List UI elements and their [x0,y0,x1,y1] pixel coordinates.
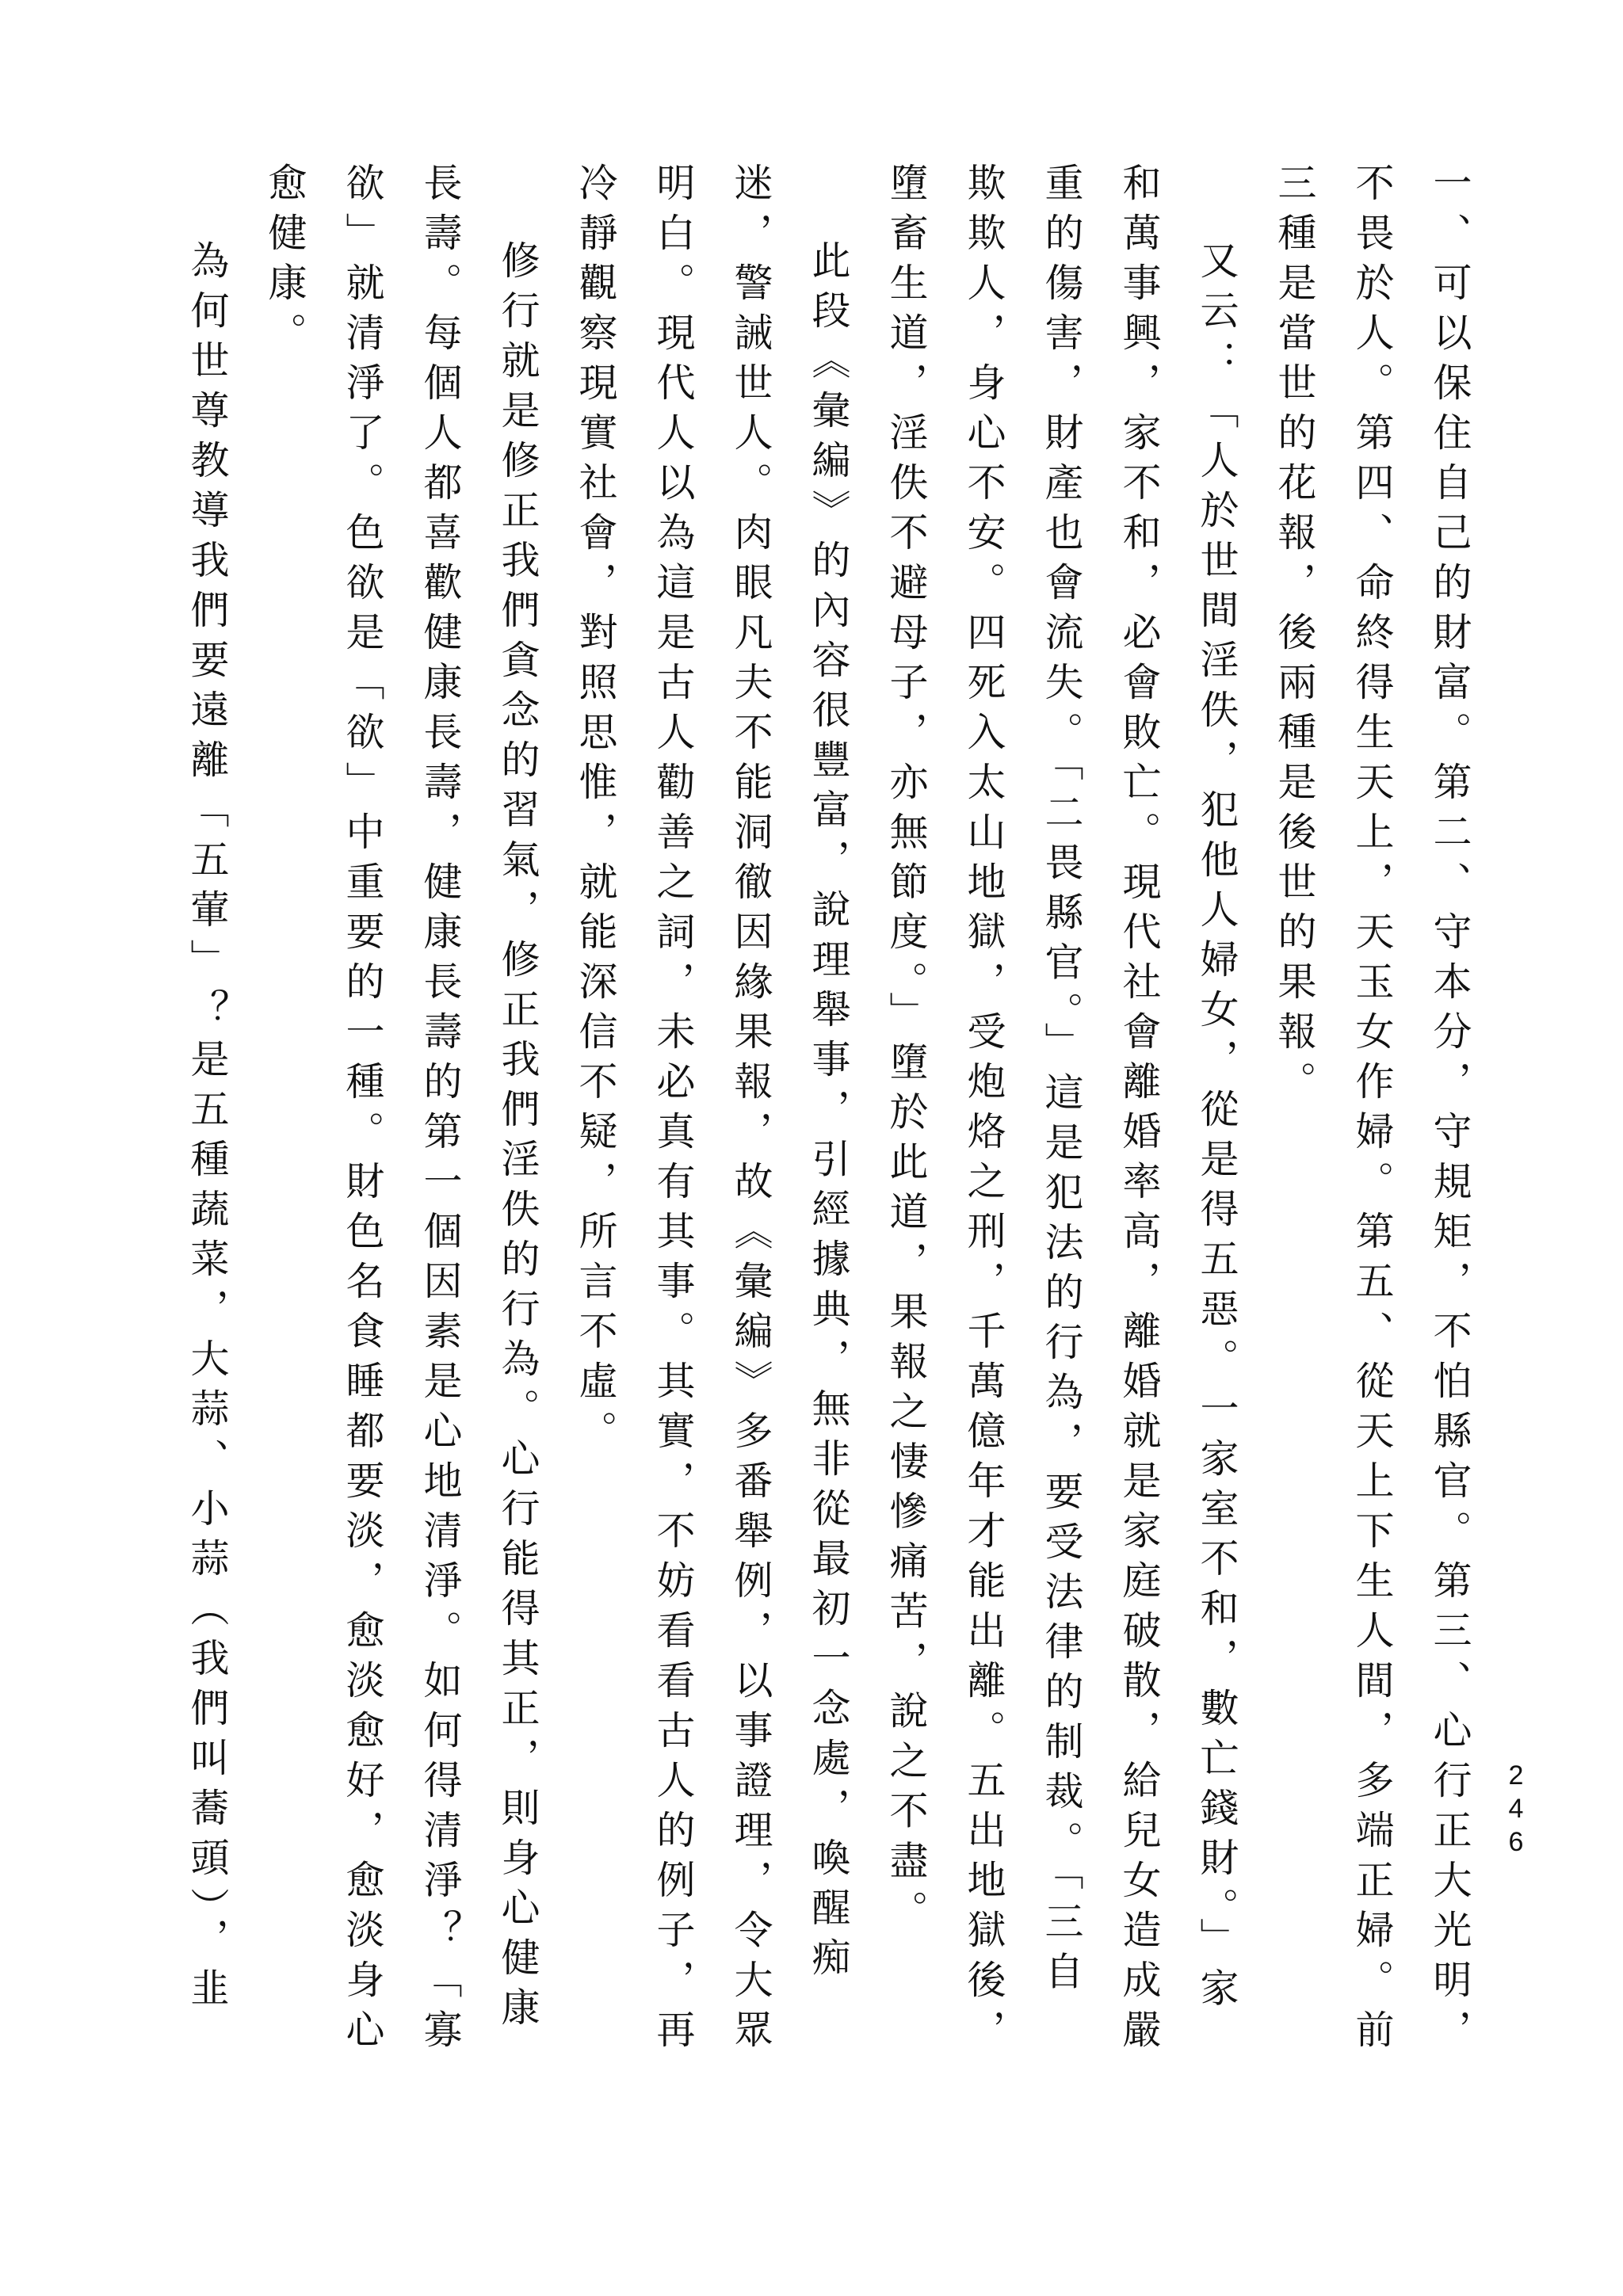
text-column: 三種是當世的花報，後兩種是後世的果報。 [1272,162,1317,1111]
text-column: 為何世尊教導我們要遠離「五葷」？是五種蔬菜，大蒜、小蒜（我們叫蕎頭），韭 [185,240,230,2018]
page-number: 246 [1501,1760,1531,1860]
text-column: 重的傷害，財產也會流失。「二畏縣官。」這是犯法的行為，要受法律的制裁。「三自 [1039,162,1084,2001]
text-column: 又云：「人於世間淫佚，犯他人婦女，從是得五惡。一家室不和，數亡錢財。」家 [1194,240,1239,2018]
text-column: 迷，警誡世人。肉眼凡夫不能洞徹因緣果報，故《彙編》多番舉例，以事證理，令大眾 [728,162,773,2059]
text-column: 不畏於人。第四、命終得生天上，天玉女作婦。第五、從天上下生人間，多端正婦。前 [1350,162,1395,2059]
text-column: 和萬事興，家不和，必會敗亡。現代社會離婚率高，離婚就是家庭破散，給兒女造成嚴 [1117,162,1162,2059]
text-column: 欲」就清淨了。色欲是「欲」中重要的一種。財色名食睡都要淡，愈淡愈好，愈淡身心 [340,162,385,2059]
text-column: 長壽。每個人都喜歡健康長壽，健康長壽的第一個因素是心地清淨。如何得清淨？「寡 [418,162,463,2059]
body-text [168,162,1488,2143]
text-column: 冷靜觀察現實社會，對照思惟，就能深信不疑，所言不虛。 [573,162,618,1460]
text-column: 此段《彙編》的內容很豐富，說理舉事，引經據典，無非從最初一念處，喚醒痴 [806,240,851,1987]
text-column: 墮畜生道，淫佚不避母子，亦無節度。」墮於此道，果報之悽慘痛苦，說之不盡。 [884,162,929,1940]
text-column: 欺欺人，身心不安。四死入太山地獄，受炮烙之刑，千萬億年才能出離。五出地獄後， [961,162,1006,2059]
text-column: 一、可以保住自己的財富。第二、守本分，守規矩，不怕縣官。第三、心行正大光明， [1427,162,1472,2059]
text-column: 修行就是修正我們貪念的習氣，修正我們淫佚的行為。心行能得其正，則身心健康 [495,240,540,2037]
text-column: 明白。現代人以為這是古人勸善之詞，未必真有其事。其實，不妨看看古人的例子，再 [651,162,696,2059]
text-column: 愈健康。 [262,162,307,362]
